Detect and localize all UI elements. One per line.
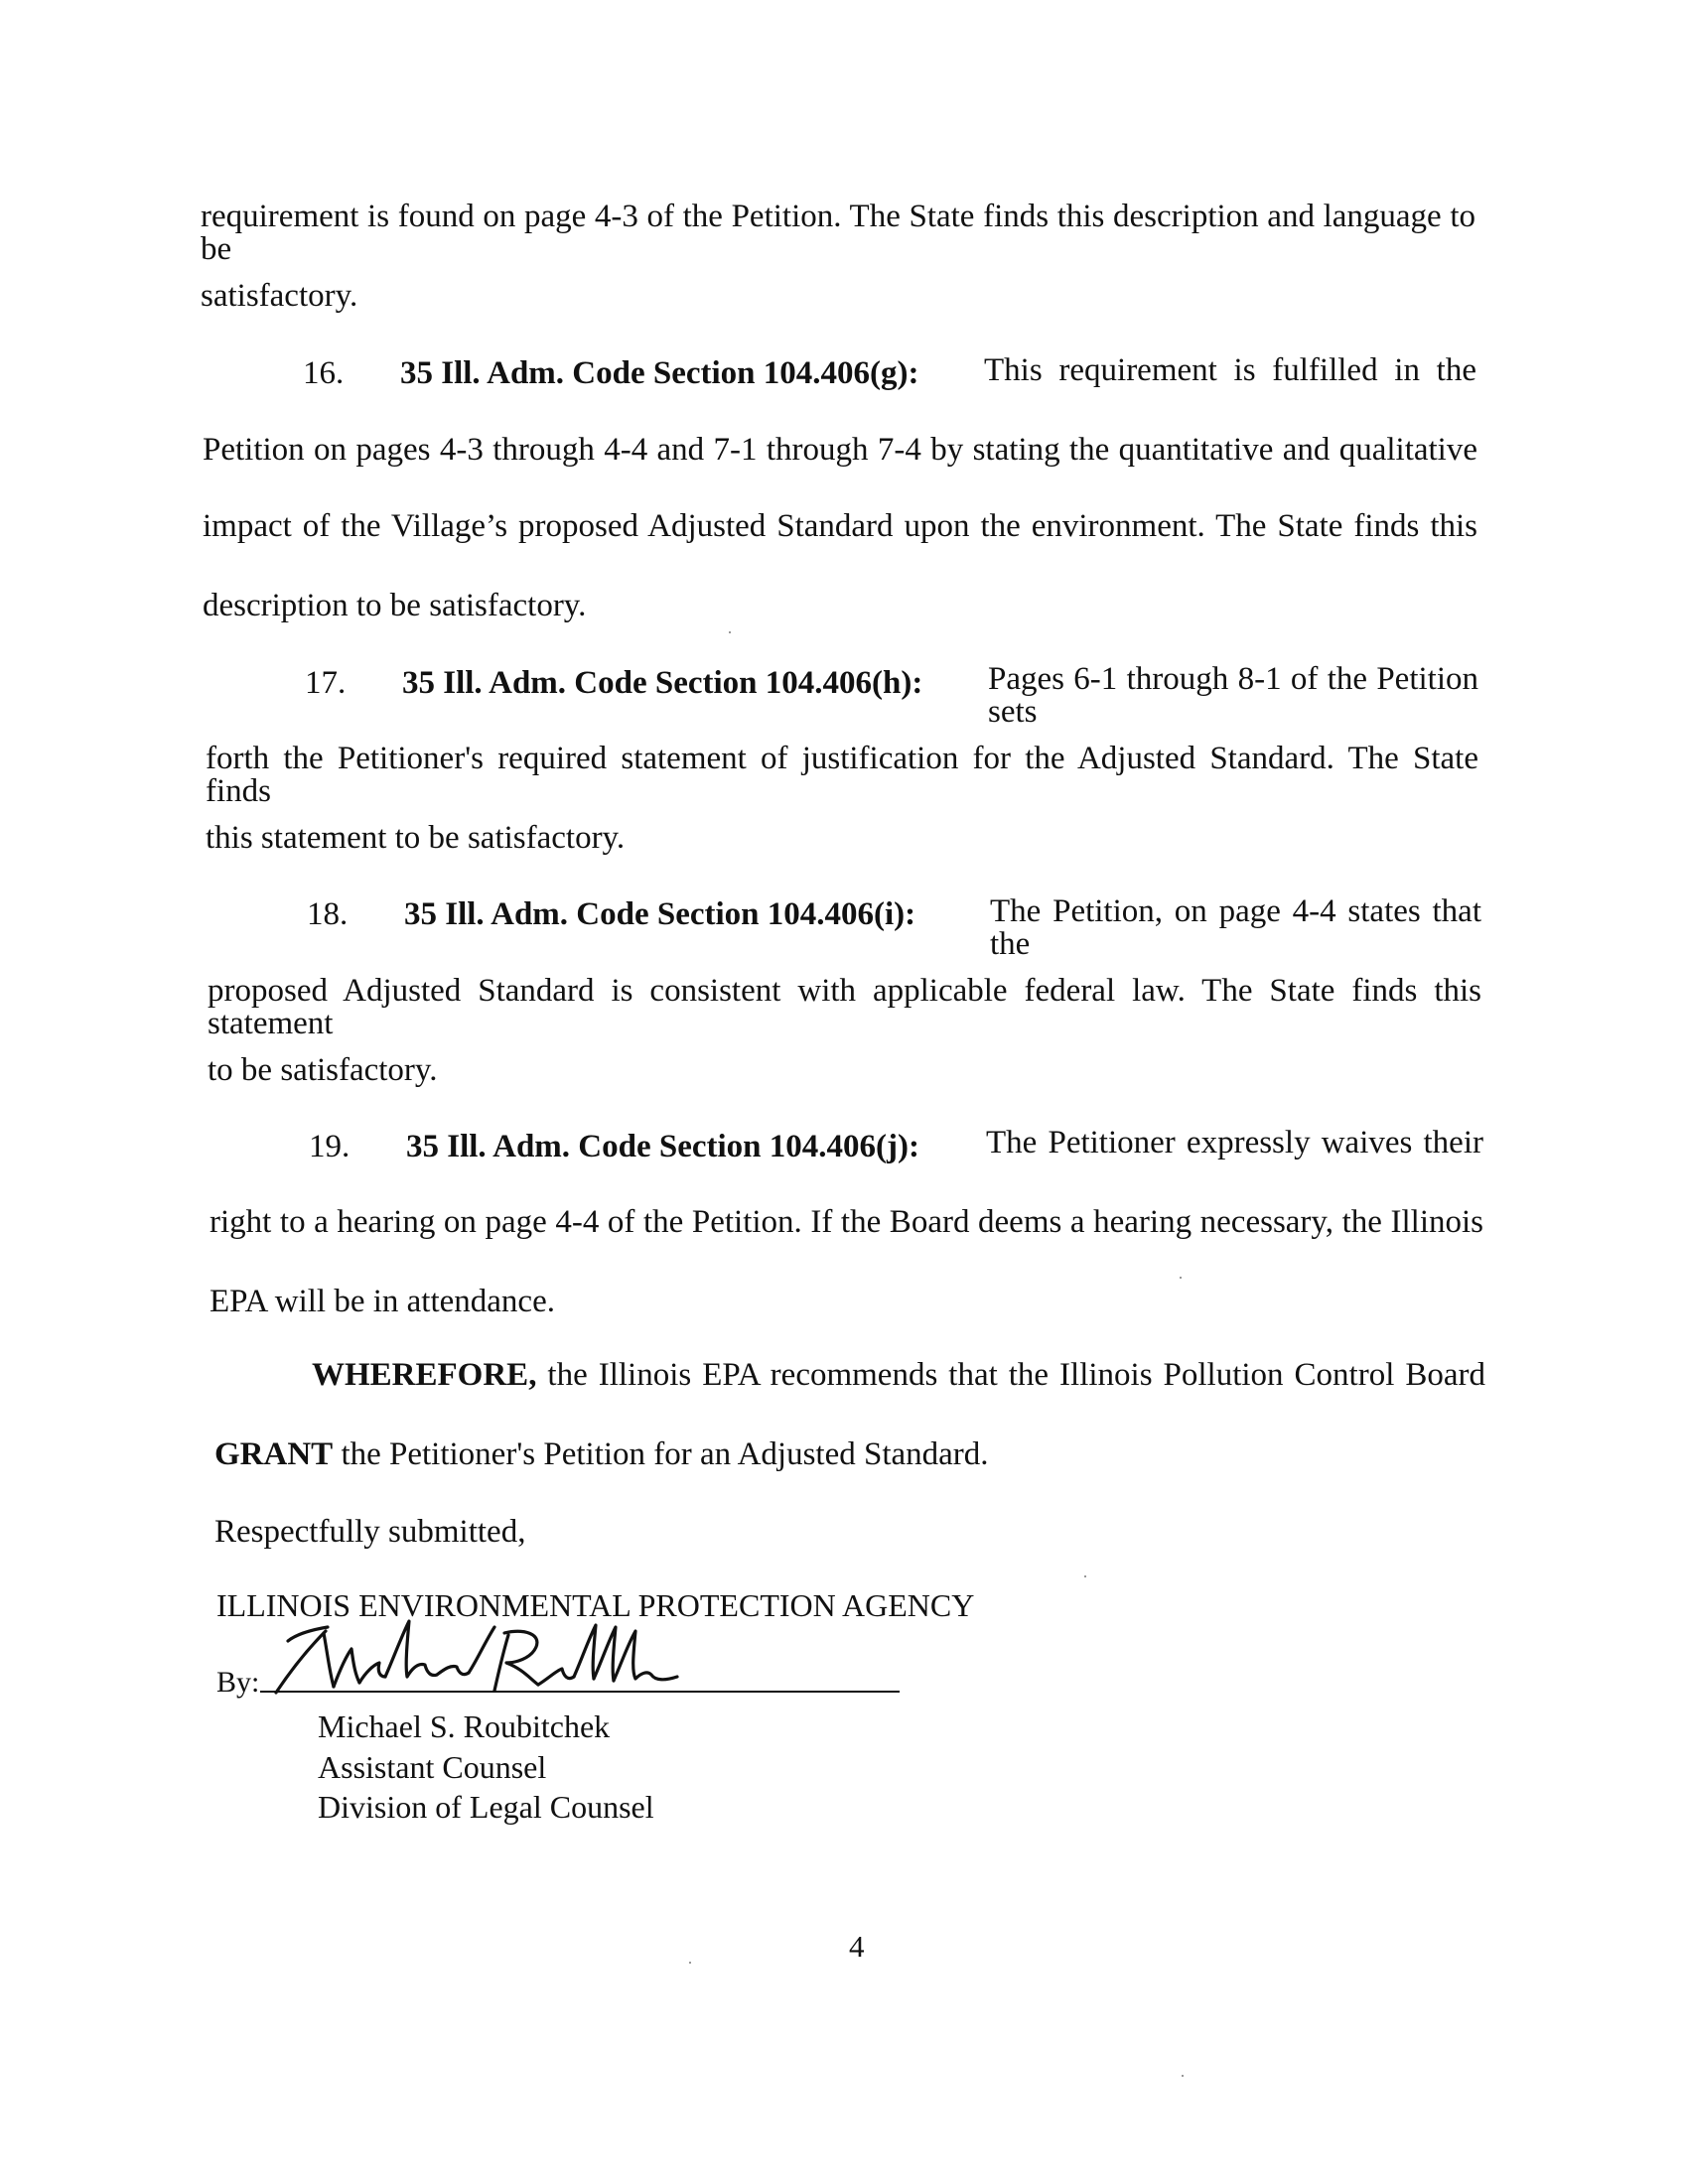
- scan-speck: [1180, 1277, 1182, 1279]
- paragraph-heading: 35 Ill. Adm. Code Section 104.406(g):: [400, 355, 919, 391]
- paragraph-line: This requirement is fulfilled in the: [984, 352, 1476, 388]
- carryover-line-2: satisfactory.: [201, 278, 358, 314]
- scan-speck: [1182, 2075, 1184, 2077]
- paragraph-line: The Petitioner expressly waives their: [986, 1125, 1483, 1160]
- paragraph-line: Pages 6-1 through 8-1 of the Petition sets: [988, 661, 1478, 730]
- wherefore-line: [312, 1359, 1485, 1392]
- scan-speck: [1084, 1575, 1086, 1577]
- paragraph-heading: 35 Ill. Adm. Code Section 104.406(h):: [402, 665, 923, 701]
- paragraph-heading: 35 Ill. Adm. Code Section 104.406(j):: [406, 1129, 919, 1164]
- agency-name: ILLINOIS ENVIRONMENTAL PROTECTION AGENCY: [216, 1587, 975, 1623]
- paragraph-heading: 35 Ill. Adm. Code Section 104.406(i):: [404, 896, 916, 932]
- paragraph-line: right to a hearing on page 4-4 of the Petition. If the Board deems a hearing necessary, the Illinois: [210, 1204, 1483, 1240]
- paragraph-line: forth the Petitioner's required statement of justification for the Adjusted Standard. The State finds: [206, 741, 1478, 809]
- paragraph-number: 17.: [305, 665, 347, 701]
- paragraph-line: impact of the Village’s proposed Adjusted Standard upon the environment. The State finds this: [203, 508, 1477, 544]
- grant-lead: GRANT: [214, 1436, 334, 1472]
- paragraph-line: EPA will be in attendance.: [210, 1284, 555, 1319]
- paragraph-line: proposed Adjusted Standard is consistent with applicable federal law. The State finds this statement: [208, 973, 1481, 1041]
- scan-speck: [729, 631, 731, 633]
- paragraph-line: Petition on pages 4-3 through 4-4 and 7-1 through 7-4 by stating the quantitative and qualitative: [203, 432, 1477, 468]
- wherefore-lead: WHEREFORE,: [312, 1357, 537, 1393]
- paragraph-line: to be satisfactory.: [208, 1052, 438, 1088]
- signer-title: Assistant Counsel: [318, 1749, 547, 1785]
- paragraph-number: 16.: [303, 355, 345, 391]
- signer-name: Michael S. Roubitchek: [318, 1708, 611, 1744]
- paragraph-line: description to be satisfactory.: [203, 588, 587, 623]
- paragraph-number: 18.: [307, 896, 349, 932]
- page-number: 4: [849, 1929, 865, 1964]
- carryover-line-1: requirement is found on page 4-3 of the Petition. The State finds this description and language to be: [201, 199, 1475, 267]
- scan-speck: [689, 1962, 691, 1964]
- paragraph-line: The Petition, on page 4-4 states that the: [990, 893, 1481, 962]
- paragraph-line: this statement to be satisfactory.: [206, 820, 626, 856]
- grant-line: [214, 1438, 989, 1471]
- grant-text: the Petitioner's Petition for an Adjusted Standard.: [333, 1436, 989, 1472]
- by-label: By:: [216, 1666, 260, 1699]
- handwritten-signature: [268, 1613, 685, 1703]
- paragraph-number: 19.: [309, 1129, 351, 1164]
- signer-division: Division of Legal Counsel: [318, 1789, 654, 1825]
- respectfully-submitted: Respectfully submitted,: [214, 1514, 526, 1550]
- wherefore-text: the Illinois EPA recommends that the Illinois Pollution Control Board: [536, 1357, 1485, 1393]
